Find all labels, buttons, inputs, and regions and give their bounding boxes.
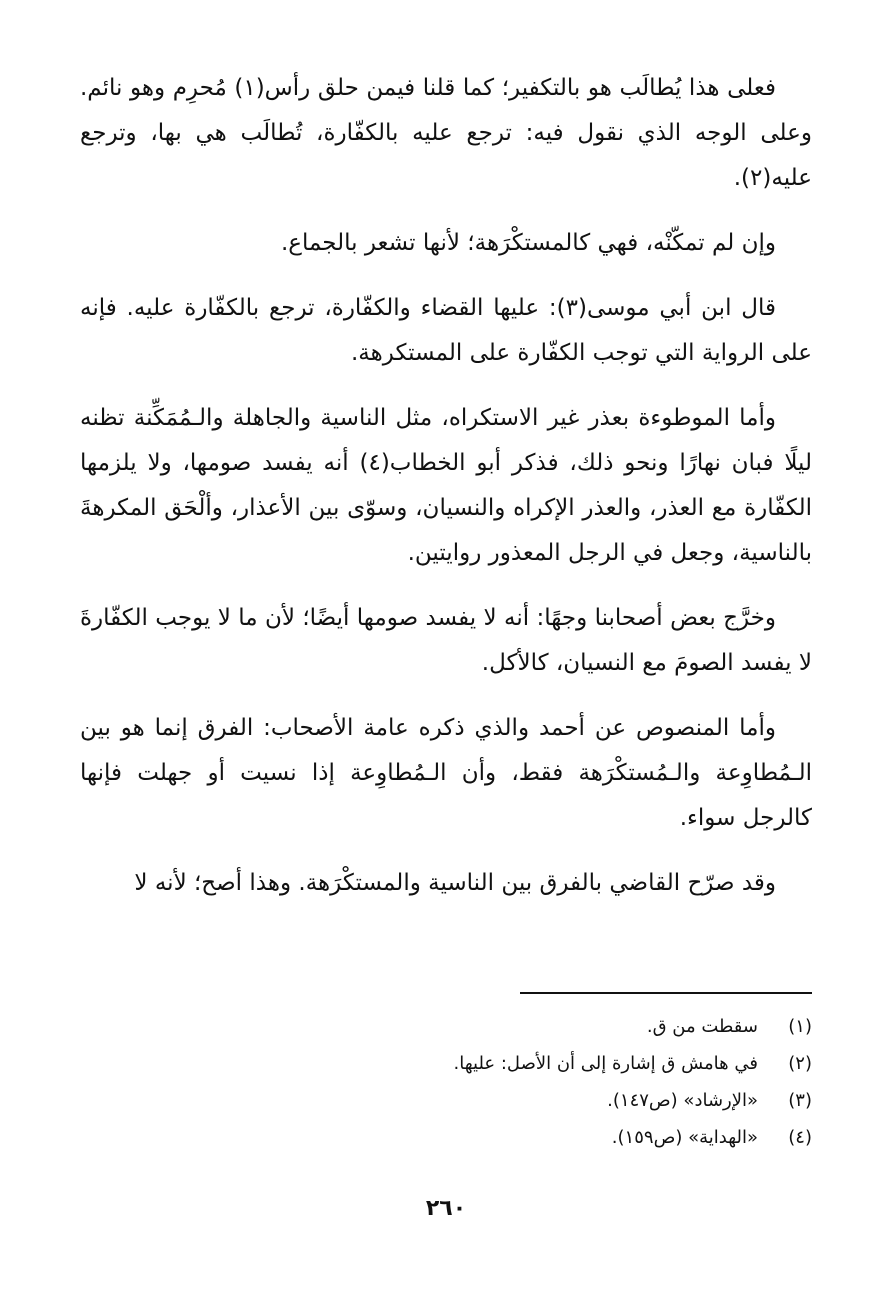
paragraph-6: وأما المنصوص عن أحمد والذي ذكره عامة الأصحاب: الفرق إنما هو بين الـمُطاوِعة والـمُستكْرَهة فقط، وأن الـمُطاوِعة إذا نسيت أو جهلت فإنها كالرجل سواء. [80, 715, 812, 831]
footnote-1 [80, 1008, 812, 1045]
main-text [80, 66, 812, 926]
footnote-text: سقطت من ق. [646, 1016, 758, 1037]
footnote-text: «الإرشاد» (ص١٤٧). [607, 1090, 758, 1111]
footnote-text: «الهداية» (ص١٥٩). [611, 1127, 758, 1148]
footnote-3 [80, 1082, 812, 1119]
paragraph-1: فعلى هذا يُطالَب هو بالتكفير؛ كما قلنا فيمن حلق رأس(١) مُحرِم وهو نائم. وعلى الوجه الذي نقول فيه: ترجع عليه بالكفّارة، تُطالَب هي بها، وترجع عليه(٢). [80, 75, 812, 191]
paragraph-5: وخرَّج بعض أصحابنا وجهًا: أنه لا يفسد صومها أيضًا؛ لأن ما لا يوجب الكفّارةَ لا يفسد الصومَ مع النسيان، كالأكل. [80, 605, 812, 676]
paragraph-4: وأما الموطوءة بعذر غير الاستكراه، مثل الناسية والجاهلة والـمُمَكِّنة تظنه ليلًا فبان نهارًا ونحو ذلك، فذكر أبو الخطاب(٤) أنه يفسد صومها، ولا يلزمها الكفّارة مع العذر، والعذر الإكراه والنسيان، وسوّى بين الأعذار، وألْحَق المكرهةَ بالناسية، وجعل في الرجل المعذور روايتين. [80, 405, 812, 566]
page-number: ٢٦٠ [425, 1196, 467, 1221]
footnote-2 [80, 1045, 812, 1082]
footnote-number: (٤) [788, 1127, 812, 1148]
footnote-number: (٣) [788, 1090, 812, 1111]
paragraph-3: قال ابن أبي موسى(٣): عليها القضاء والكفّارة، ترجع بالكفّارة عليه. فإنه على الرواية التي توجب الكفّارة على المستكرهة. [80, 295, 812, 366]
footnote-text: في هامش ق إشارة إلى أن الأصل: عليها. [453, 1053, 758, 1074]
footnote-4 [80, 1119, 812, 1156]
footnote-number: (٢) [788, 1053, 812, 1074]
paragraph-2: وإن لم تمكّنْه، فهي كالمستكْرَهة؛ لأنها تشعر بالجماع. [280, 230, 776, 256]
footnotes [80, 1008, 812, 1156]
footnote-number: (١) [788, 1016, 812, 1037]
footnote-divider [520, 992, 812, 994]
paragraph-7: وقد صرّح القاضي بالفرق بين الناسية والمستكْرَهة. وهذا أصح؛ لأنه لا [134, 870, 776, 896]
